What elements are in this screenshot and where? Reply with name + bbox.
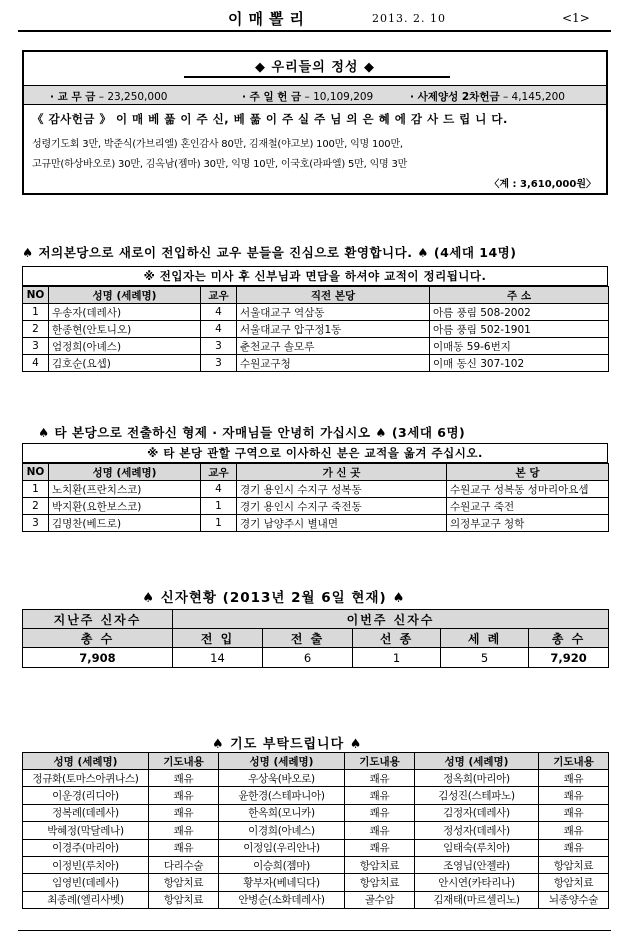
prayer-table	[22, 752, 609, 909]
cell: 아름 풍림 508-2002	[430, 304, 609, 321]
sum-item-seminary: · 사제양성 2차헌금 – 4,145,200	[410, 91, 565, 103]
cell: 김호순(요셉)	[49, 355, 201, 372]
cell: 한종현(안토니오)	[49, 321, 201, 338]
newcomers-title: ♠ 저의본당으로 새로이 전입하신 교우 분들을 진심으로 환영합니다. ♠ (4세대 14명)	[22, 245, 517, 260]
transfer-in-count: 14	[173, 648, 263, 668]
cell: 쾌유	[149, 804, 219, 821]
cell: 노치환(프란치스코)	[49, 481, 201, 498]
bulletin-date: 2013. 2. 10	[372, 12, 446, 25]
col-header: 가 신 곳	[237, 464, 447, 481]
cell: 이승희(젬마)	[219, 856, 345, 873]
cell: 경기 용인시 수지구 죽전동	[237, 498, 447, 515]
table-row	[23, 787, 609, 804]
col-header: 본 당	[447, 464, 609, 481]
col-header: 세 례	[441, 629, 529, 648]
col-header: NO	[23, 287, 49, 304]
cell: 한옥희(모니카)	[219, 804, 345, 821]
table-row	[23, 891, 609, 908]
cell: 3	[23, 515, 49, 532]
status-title: ♠ 신자현황 (2013년 2월 6일 현재) ♠	[142, 590, 406, 606]
cell: 쾌유	[149, 787, 219, 804]
col-header: 직전 본당	[237, 287, 430, 304]
cell: 골수암	[345, 891, 415, 908]
thanks-total: 〈계 : 3,610,000원〉	[489, 179, 596, 190]
cell: 우송자(데레사)	[49, 304, 201, 321]
status-table	[22, 609, 609, 668]
cell: 정복례(데레사)	[23, 804, 149, 821]
cell: 이경주(마리아)	[23, 839, 149, 856]
cell: 3	[201, 338, 237, 355]
newcomers-table	[22, 286, 609, 372]
cell: 쾌유	[539, 804, 609, 821]
table-row	[23, 839, 609, 856]
cell: 박지환(요한보스코)	[49, 498, 201, 515]
cell: 안병순(소화데레사)	[219, 891, 345, 908]
col-header: 총 수	[23, 629, 173, 648]
cell: 쾌유	[539, 839, 609, 856]
col-header: 성명 (세례명)	[23, 753, 149, 770]
cell: 우상욱(바오로)	[219, 770, 345, 787]
thanks-line: 고규만(하상바오로) 30만, 김옥남(젬마) 30만, 익명 10만, 이국호(라파엘) 5만, 익명 3만	[32, 159, 408, 170]
thanks-title: 《 감사헌금 》 이 매 베 풂 이 주 신, 베 풂 이 주 실 주 님 의 은 혜 에 감 사 드 립 니 다.	[32, 112, 508, 126]
table-row	[23, 770, 609, 787]
cell: 쾌유	[345, 822, 415, 839]
col-header: 성명 (세례명)	[415, 753, 539, 770]
cell: 최종례(엘리사벳)	[23, 891, 149, 908]
cell: 서울대교구 압구정1동	[237, 321, 430, 338]
col-header: 전 입	[173, 629, 263, 648]
deceased-count: 1	[353, 648, 441, 668]
table-row	[23, 515, 609, 532]
cell: 윤한경(스테파니아)	[219, 787, 345, 804]
cell: 아름 풍림 502-1901	[430, 321, 609, 338]
cell: 쾌유	[149, 822, 219, 839]
table-row	[23, 481, 609, 498]
cell: 3	[201, 355, 237, 372]
table-header-row	[23, 610, 609, 629]
table-row	[23, 304, 609, 321]
cell: 4	[201, 481, 237, 498]
prayer-title: ♠ 기도 부탁드립니다 ♠	[212, 737, 363, 752]
col-header: NO	[23, 464, 49, 481]
cell: 다리수술	[149, 856, 219, 873]
title-underline	[184, 76, 450, 78]
cell: 정규화(토마스아퀴나스)	[23, 770, 149, 787]
cell: 조영님(안젤라)	[415, 856, 539, 873]
newcomers-note: ※ 전입자는 미사 후 신부님과 면담을 하셔야 교적이 정리됩니다.	[22, 266, 608, 286]
cell: 2	[23, 498, 49, 515]
cell: 항암치료	[345, 856, 415, 873]
col-header: 선 종	[353, 629, 441, 648]
cell: 경기 남양주시 별내면	[237, 515, 447, 532]
cell: 쾌유	[345, 787, 415, 804]
cell: 쾌유	[539, 770, 609, 787]
cell: 이매 동신 307-102	[430, 355, 609, 372]
cell: 엄정희(아녜스)	[49, 338, 201, 355]
leavers-title: ♠ 타 본당으로 전출하신 형제 · 자매님들 안녕히 가십시오 ♠ (3세대 6명)	[38, 425, 466, 440]
col-header: 주 소	[430, 287, 609, 304]
cell: 수원교구 죽전	[447, 498, 609, 515]
this-week-total: 7,920	[529, 648, 609, 668]
col-header: 총 수	[529, 629, 609, 648]
transfer-out-count: 6	[263, 648, 353, 668]
table-header-row	[23, 464, 609, 481]
cell: 1	[201, 498, 237, 515]
baptism-count: 5	[441, 648, 529, 668]
cell: 안시연(카타리나)	[415, 874, 539, 891]
cell: 쾌유	[345, 804, 415, 821]
cell: 황부자(베네딕다)	[219, 874, 345, 891]
cell: 의정부교구 청학	[447, 515, 609, 532]
cell: 김성진(스테파노)	[415, 787, 539, 804]
cell: 쾌유	[539, 822, 609, 839]
cell: 이정빈(루치아)	[23, 856, 149, 873]
last-week-total: 7,908	[23, 648, 173, 668]
cell: 1	[201, 515, 237, 532]
table-row	[23, 321, 609, 338]
cell: 쾌유	[149, 770, 219, 787]
thanks-line: 성령기도회 3만, 박준식(가브리엘) 혼인감사 80만, 김재철(야고보) 100만, 익명 100만,	[32, 139, 403, 150]
cell: 이경희(아녜스)	[219, 822, 345, 839]
table-row	[23, 648, 609, 668]
sum-item-tithe: · 교 무 금 – 23,250,000	[50, 91, 168, 103]
cell: 이운경(리디아)	[23, 787, 149, 804]
offering-box	[22, 50, 608, 195]
leavers-note: ※ 타 본당 관할 구역으로 이사하신 분은 교적을 옮겨 주십시오.	[22, 443, 608, 463]
col-header: 기도내용	[149, 753, 219, 770]
cell: 항암치료	[345, 874, 415, 891]
page-number: <1>	[562, 11, 590, 25]
this-week-header: 이번주 신자수	[173, 610, 609, 629]
cell: 이정임(우리안나)	[219, 839, 345, 856]
cell: 춘천교구 솔모루	[237, 338, 430, 355]
cell: 정옥희(마리아)	[415, 770, 539, 787]
col-header: 기도내용	[345, 753, 415, 770]
table-header-row	[23, 287, 609, 304]
table-row	[23, 804, 609, 821]
cell: 4	[23, 355, 49, 372]
offering-title: ◆ 우리들의 정성 ◆	[255, 60, 375, 75]
cell: 3	[23, 338, 49, 355]
cell: 김재태(마르셀리노)	[415, 891, 539, 908]
cell: 뇌종양수술	[539, 891, 609, 908]
footer-divider	[18, 930, 611, 931]
cell: 쾌유	[149, 839, 219, 856]
bulletin-header	[18, 6, 611, 32]
table-row	[23, 856, 609, 873]
cell: 항암치료	[149, 891, 219, 908]
cell: 경기 용인시 수지구 성복동	[237, 481, 447, 498]
cell: 이매동 59-6번지	[430, 338, 609, 355]
cell: 서울대교구 역삼동	[237, 304, 430, 321]
offering-sums	[24, 85, 606, 105]
cell: 임태숙(루치아)	[415, 839, 539, 856]
leavers-table	[22, 463, 609, 532]
cell: 정성자(데레사)	[415, 822, 539, 839]
col-header: 교우	[201, 464, 237, 481]
table-row	[23, 355, 609, 372]
cell: 수원교구 성복동 성마리아요셉	[447, 481, 609, 498]
last-week-header: 지난주 신자수	[23, 610, 173, 629]
cell: 쾌유	[345, 839, 415, 856]
cell: 김정자(데레사)	[415, 804, 539, 821]
cell: 쾌유	[539, 787, 609, 804]
cell: 김명찬(베드로)	[49, 515, 201, 532]
col-header: 전 출	[263, 629, 353, 648]
cell: 1	[23, 304, 49, 321]
col-header: 성명 (세례명)	[219, 753, 345, 770]
cell: 항암치료	[539, 874, 609, 891]
cell: 수원교구청	[237, 355, 430, 372]
sum-item-sunday: · 주 일 헌 금 – 10,109,209	[242, 91, 374, 103]
table-row	[23, 874, 609, 891]
col-header: 기도내용	[539, 753, 609, 770]
cell: 1	[23, 481, 49, 498]
cell: 항암치료	[539, 856, 609, 873]
cell: 쾌유	[345, 770, 415, 787]
table-row	[23, 338, 609, 355]
table-row	[23, 498, 609, 515]
cell: 4	[201, 321, 237, 338]
col-header: 교우	[201, 287, 237, 304]
table-header-row	[23, 629, 609, 648]
cell: 4	[201, 304, 237, 321]
bulletin-title: 이매뽈리	[228, 10, 310, 28]
table-header-row	[23, 753, 609, 770]
col-header: 성명 (세례명)	[49, 287, 201, 304]
cell: 항암치료	[149, 874, 219, 891]
cell: 박혜정(막달레나)	[23, 822, 149, 839]
cell: 임영빈(데레사)	[23, 874, 149, 891]
cell: 2	[23, 321, 49, 338]
table-row	[23, 822, 609, 839]
col-header: 성명 (세례명)	[49, 464, 201, 481]
